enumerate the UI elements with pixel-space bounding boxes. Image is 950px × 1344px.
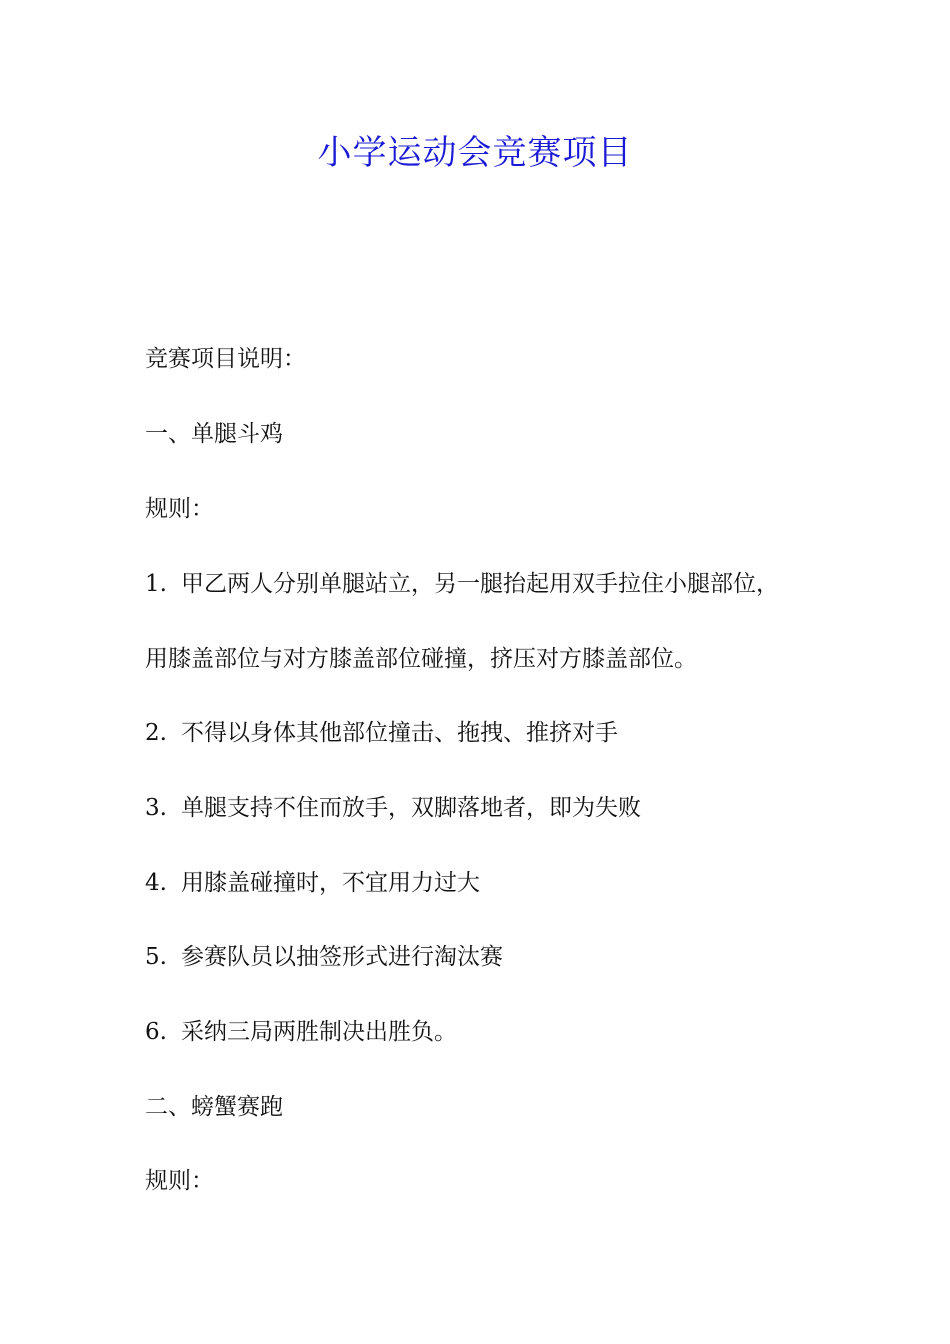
rule-text: 单腿支持不住而放手，双脚落地者，即为失败 (181, 795, 641, 821)
rule-item-5 (145, 942, 503, 972)
rules-label-2: 规则： (145, 1168, 214, 1194)
rule-number: 5. (145, 944, 167, 970)
rule-text: 参赛队员以抽签形式进行淘汰赛 (181, 944, 503, 970)
rule-number: 2. (145, 720, 167, 746)
rule-item-1 (145, 569, 779, 599)
document-title: 小学运动会竞赛项目 (317, 133, 633, 173)
rule-number: 1. (145, 571, 167, 597)
rule-item-1-continued: 用膝盖部位与对方膝盖部位碰撞，挤压对方膝盖部位。 (145, 646, 697, 672)
rule-text: 采纳三局两胜制决出胜负。 (181, 1019, 457, 1045)
rule-item-6 (145, 1017, 457, 1047)
section-heading-1: 一、单腿斗鸡 (145, 421, 283, 447)
rule-number: 4. (145, 870, 167, 896)
rule-number: 6. (145, 1019, 167, 1045)
rule-item-3 (145, 793, 641, 823)
rule-text: 甲乙两人分别单腿站立，另一腿抬起用双手拉住小腿部位， (181, 571, 779, 597)
rule-text: 用膝盖碰撞时，不宜用力过大 (181, 870, 480, 896)
rules-label-1: 规则： (145, 496, 214, 522)
rule-number: 3. (145, 795, 167, 821)
section-heading-2: 二、螃蟹赛跑 (145, 1094, 283, 1120)
rule-item-4 (145, 868, 480, 898)
rule-text: 不得以身体其他部位撞击、拖拽、推挤对手 (181, 720, 618, 746)
section-intro: 竞赛项目说明： (145, 346, 306, 372)
rule-item-2 (145, 718, 618, 748)
